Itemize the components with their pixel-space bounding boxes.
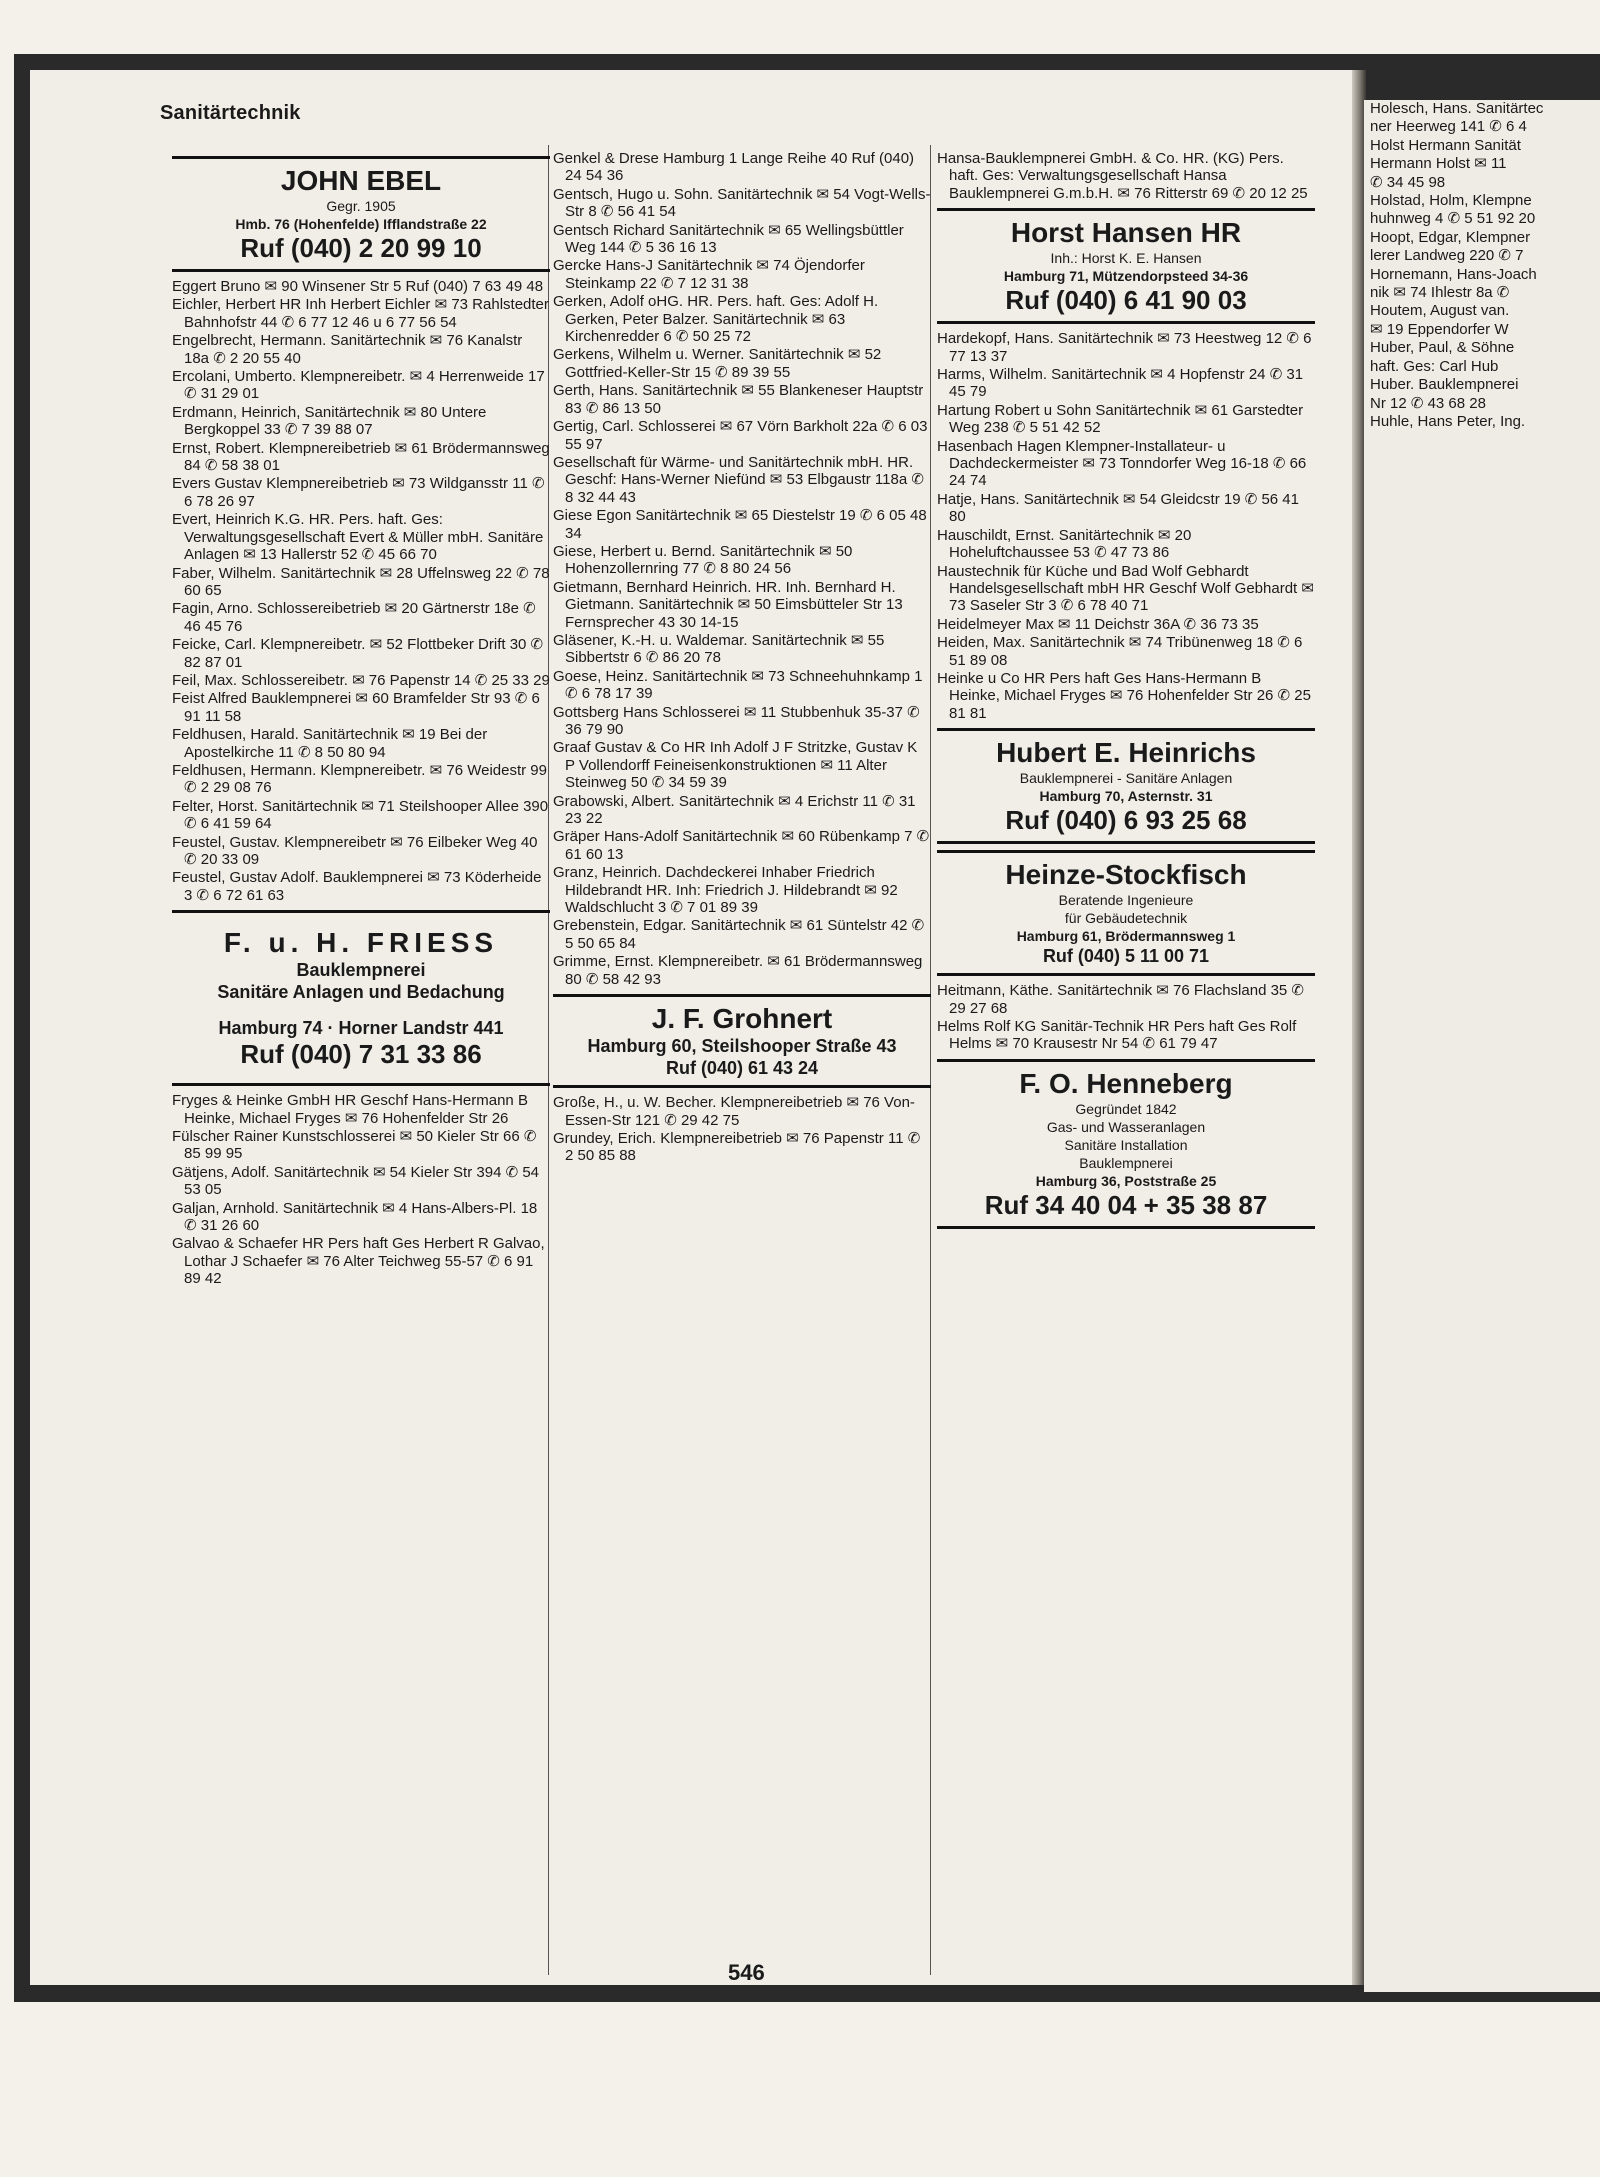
listing-entry: Heinke u Co HR Pers haft Ges Hans-Hermann B Heinke, Michael Fryges ✉ 76 Hohenfelder Str 26 ✆ 25 81 81 [937, 669, 1311, 722]
ad-phone: Ruf (040) 6 93 25 68 [1005, 805, 1247, 836]
listing-entry: Hartung Robert u Sohn Sanitärtechnik ✉ 61 Garstedter Weg 238 ✆ 5 51 42 52 [937, 401, 1304, 437]
cut-off-line: ner Heerweg 141 ✆ 6 4 [1370, 118, 1527, 136]
listing-entry: Fryges & Heinke GmbH HR Geschf Hans-Hermann B Heinke, Michael Fryges ✉ 76 Hohenfelder Str 26 [172, 1092, 528, 1127]
entry-list [172, 278, 550, 904]
cut-off-line: nik ✉ 74 Ihlestr 8a ✆ [1370, 284, 1510, 302]
listing-entry: Evert, Heinrich K.G. HR. Pers. haft. Ges: Verwaltungsgesellschaft Evert & Müller mbH. Sanitäre Anlagen ✉ 13 Hallerstr 52 ✆ 45 66 70 [172, 511, 544, 564]
listing-entry: Goese, Heinz. Sanitärtechnik ✉ 73 Schneehuhnkamp 1 ✆ 6 78 17 39 [553, 667, 923, 703]
entry-list [937, 150, 1315, 202]
listing-entry: Ercolani, Umberto. Klempnereibetr. ✉ 4 Herrenweide 17 ✆ 31 29 01 [172, 368, 545, 403]
listing-entry: Harms, Wilhelm. Sanitärtechnik ✉ 4 Hopfenstr 24 ✆ 31 45 79 [937, 366, 1304, 401]
cut-off-line: Nr 12 ✆ 43 68 28 [1370, 394, 1486, 412]
listing-entry: Hansa-Bauklempnerei GmbH. & Co. HR. (KG) Pers. haft. Ges: Verwaltungsgesellschaft Hansa Bauklempnerei G.m.b.H. ✉ 76 Ritterstr 69 ✆ 20 12 25 [937, 150, 1308, 202]
listing-entry: Ernst, Robert. Klempnereibetrieb ✉ 61 Brödermannsweg 84 ✆ 58 38 01 [172, 439, 550, 475]
cut-off-line: Holesch, Hans. Sanitärtec [1370, 100, 1544, 117]
listing-entry: Faber, Wilhelm. Sanitärtechnik ✉ 28 Uffelnsweg 22 ✆ 78 60 65 [172, 564, 550, 599]
listing-entry: Feldhusen, Hermann. Klempnereibetr. ✉ 76 Weidestr 99 ✆ 2 29 08 76 [172, 761, 547, 797]
listing-entry: Hauschildt, Ernst. Sanitärtechnik ✉ 20 Hoheluftchaussee 53 ✆ 47 73 86 [937, 526, 1192, 562]
ad-john-ebel [172, 156, 550, 272]
ad-friess [172, 910, 550, 1086]
ad-line: Bauklempnerei [296, 960, 426, 981]
cut-off-line: huhnweg 4 ✆ 5 51 92 20 [1370, 210, 1536, 228]
ad-grohnert [553, 994, 931, 1088]
ad-line: Bauklempnerei [1079, 1154, 1173, 1171]
ad-heinze-stockfisch [937, 850, 1315, 976]
listing-entry: Gentsch, Hugo u. Sohn. Sanitärtechnik ✉ 54 Vogt-Wells-Str 8 ✆ 56 41 54 [553, 185, 931, 221]
ad-name: F. u. H. FRIESS [223, 927, 499, 959]
ad-phone: Ruf (040) 7 31 33 86 [240, 1039, 482, 1070]
cut-off-line: ✆ 34 45 98 [1370, 173, 1446, 191]
listing-entry: Graaf Gustav & Co HR Inh Adolf J F Stritzke, Gustav K P Vollendorff Feineisenkonstruktionen ✉ 11 Alter Steinweg 50 ✆ 34 59 39 [553, 739, 918, 792]
listing-entry: Granz, Heinrich. Dachdeckerei Inhaber Friedrich Hildebrandt HR. Inh: Friedrich J. Hildebrandt ✉ 92 Waldschlucht 3 ✆ 7 01 89 39 [553, 864, 898, 917]
ad-phone: Ruf (040) 6 41 90 03 [1005, 285, 1247, 316]
cut-off-line: Huhle, Hans Peter, Ing. [1370, 412, 1526, 430]
listing-entry: Große, H., u. W. Becher. Klempnereibetrieb ✉ 76 Von-Essen-Str 121 ✆ 29 42 75 [553, 1094, 915, 1129]
running-head: Sanitärtechnik [160, 102, 301, 124]
listing-entry: Galjan, Arnhold. Sanitärtechnik ✉ 4 Hans-Albers-Pl. 18 ✆ 31 26 60 [172, 1199, 538, 1235]
ad-line: Beratende Ingenieure [1058, 892, 1194, 909]
ad-name: JOHN EBEL [280, 165, 442, 196]
column-2 [553, 150, 931, 1990]
entry-list [553, 150, 931, 988]
listing-entry: Grundey, Erich. Klempnereibetrieb ✉ 76 Papenstr 11 ✆ 2 50 85 88 [553, 1129, 921, 1165]
ad-address: Hamburg 36, Poststraße 25 [1035, 1172, 1217, 1189]
cut-off-line: Hoopt, Edgar, Klempner [1370, 228, 1531, 246]
listing-entry: Feustel, Gustav. Klempnereibetr ✉ 76 Eilbeker Weg 40 ✆ 20 33 09 [172, 833, 538, 868]
listing-entry: Gesellschaft für Wärme- und Sanitärtechnik mbH. HR. Geschf: Hans-Werner Niefünd ✉ 53 Elbgaustr 118a ✆ 8 32 44 43 [553, 453, 924, 506]
ad-founded: Gegründet 1842 [1075, 1100, 1177, 1117]
listing-entry: Felter, Horst. Sanitärtechnik ✉ 71 Steilshooper Allee 390 ✆ 6 41 59 64 [172, 797, 549, 833]
ad-phone: Ruf (040) 2 20 99 10 [240, 233, 482, 263]
listing-entry: Haustechnik für Küche und Bad Wolf Gebhardt Handelsgesellschaft mbH HR Geschf Wolf Gebhardt ✉ 73 Saseler Str 3 ✆ 6 78 40 71 [937, 562, 1314, 615]
listing-entry: Gerkens, Wilhelm u. Werner. Sanitärtechnik ✉ 52 Gottfried-Keller-Str 15 ✆ 89 39 55 [553, 346, 882, 381]
ad-address: Hamburg 71, Mützendorpsteed 34-36 [1003, 268, 1249, 285]
cut-off-line: Holstad, Holm, Klempne [1370, 192, 1532, 210]
ad-address: Hamburg 60, Steilshooper Straße 43 [587, 1036, 897, 1057]
cut-off-line: Huber, Paul, & Söhne [1370, 339, 1515, 357]
listing-entry: Gentsch Richard Sanitärtechnik ✉ 65 Wellingsbüttler Weg 144 ✆ 5 36 16 13 [553, 221, 904, 257]
ad-horst-hansen [937, 208, 1315, 324]
ad-phone: Ruf (040) 61 43 24 [665, 1058, 819, 1079]
listing-entry: Erdmann, Heinrich, Sanitärtechnik ✉ 80 Untere Bergkoppel 33 ✆ 7 39 88 07 [172, 403, 487, 439]
page-number: 546 [728, 1960, 765, 1985]
ad-address: Hmb. 76 (Hohenfelde) Ifflandstraße 22 [235, 216, 487, 232]
listing-entry: Feist Alfred Bauklempnerei ✉ 60 Bramfelder Str 93 ✆ 6 91 11 58 [172, 690, 540, 725]
listing-entry: Gerth, Hans. Sanitärtechnik ✉ 55 Blankeneser Hauptstr 83 ✆ 86 13 50 [553, 382, 924, 417]
entry-list [937, 982, 1315, 1053]
cut-off-line: Holst Hermann Sanität [1370, 136, 1521, 154]
listing-entry: Gertig, Carl. Schlosserei ✉ 67 Vörn Barkholt 22a ✆ 6 03 55 97 [553, 418, 928, 453]
ad-line: Sanitäre Installation [1064, 1136, 1188, 1153]
ad-name: Horst Hansen HR [1010, 217, 1242, 249]
listing-entry: Genkel & Drese Hamburg 1 Lange Reihe 40 Ruf (040) 24 54 36 [553, 150, 915, 185]
listing-entry: Fülscher Rainer Kunstschlosserei ✉ 50 Kieler Str 66 ✆ 85 99 95 [172, 1128, 537, 1163]
ad-owner: Inh.: Horst K. E. Hansen [1050, 250, 1202, 267]
listing-entry: Heitmann, Käthe. Sanitärtechnik ✉ 76 Flachsland 35 ✆ 29 27 68 [937, 982, 1305, 1017]
listing-entry: Feustel, Gustav Adolf. Bauklempnerei ✉ 73 Köderheide 3 ✆ 6 72 61 63 [172, 869, 542, 904]
cut-off-line: Huber. Bauklempnerei [1370, 376, 1519, 394]
ad-phone: Ruf (040) 5 11 00 71 [1042, 946, 1210, 967]
listing-entry: Grabowski, Albert. Sanitärtechnik ✉ 4 Erichstr 11 ✆ 31 23 22 [553, 792, 916, 828]
listing-entry: Gerken, Adolf oHG. HR. Pers. haft. Ges: Adolf H. Gerken, Peter Balzer. Sanitärtechnik ✉ 63 Kirchenredder 6 ✆ 50 25 72 [553, 293, 879, 346]
listing-entry: Heidelmeyer Max ✉ 11 Deichstr 36A ✆ 36 73 35 [937, 615, 1259, 633]
listing-entry: Gietmann, Bernhard Heinrich. HR. Inh. Bernhard H. Gietmann. Sanitärtechnik ✉ 50 Eimsbütteler Str 13 Fernsprecher 43 30 14-15 [553, 578, 903, 631]
ad-founded: Gegr. 1905 [326, 198, 396, 214]
listing-entry: Helms Rolf KG Sanitär-Technik HR Pers haft Ges Rolf Helms ✉ 70 Krausestr Nr 54 ✆ 61 79 47 [937, 1017, 1297, 1053]
listing-entry: Hatje, Hans. Sanitärtechnik ✉ 54 Gleidcstr 19 ✆ 56 41 80 [937, 490, 1299, 526]
ad-line: Sanitäre Anlagen und Bedachung [217, 982, 505, 1003]
column-3 [937, 150, 1315, 1990]
ad-line: für Gebäudetechnik [1064, 910, 1188, 927]
cut-off-line: Houtem, August van. [1370, 302, 1510, 320]
ad-heinrichs [937, 728, 1315, 844]
listing-entry: Evers Gustav Klempnereibetrieb ✉ 73 Wildgansstr 11 ✆ 6 78 26 97 [172, 475, 545, 510]
entry-list [172, 1092, 550, 1287]
listing-entry: Heiden, Max. Sanitärtechnik ✉ 74 Tribünenweg 18 ✆ 6 51 89 08 [937, 634, 1303, 669]
listing-entry: Gläsener, K.-H. u. Waldemar. Sanitärtechnik ✉ 55 Sibbertstr 6 ✆ 86 20 78 [553, 631, 885, 667]
listing-entry: Galvao & Schaefer HR Pers haft Ges Herbert R Galvao, Lothar J Schaefer ✉ 76 Alter Teichweg 55-57 ✆ 6 91 89 42 [172, 1235, 545, 1288]
cut-off-line: Hornemann, Hans-Joach [1370, 265, 1537, 283]
listing-entry: Fagin, Arno. Schlossereibetrieb ✉ 20 Gärtnerstr 18e ✆ 46 45 76 [172, 600, 536, 635]
listing-entry: Grebenstein, Edgar. Sanitärtechnik ✉ 61 Süntelstr 42 ✆ 5 50 65 84 [553, 917, 925, 952]
ad-name: Hubert E. Heinrichs [996, 737, 1256, 769]
listing-entry: Hasenbach Hagen Klempner-Installateur- u Dachdeckermeister ✉ 73 Tonndorfer Weg 16-18 ✆ 66 24 74 [937, 437, 1307, 490]
listing-entry: Feil, Max. Schlossereibetr. ✉ 76 Papenstr 14 ✆ 25 33 29 [172, 671, 550, 689]
entry-list [937, 330, 1315, 722]
cut-off-column [1370, 100, 1600, 431]
listing-entry: Feldhusen, Harald. Sanitärtechnik ✉ 19 Bei der Apostelkirche 11 ✆ 8 50 80 94 [172, 726, 488, 761]
listing-entry: Engelbrecht, Hermann. Sanitärtechnik ✉ 76 Kanalstr 18a ✆ 2 20 55 40 [172, 332, 523, 367]
listing-entry: Grimme, Ernst. Klempnereibetr. ✉ 61 Brödermannsweg 80 ✆ 58 42 93 [553, 953, 923, 988]
ad-address: Hamburg 70, Asternstr. 31 [1039, 788, 1213, 805]
cut-off-line: lerer Landweg 220 ✆ 7 [1370, 247, 1524, 265]
ad-phone: Ruf 34 40 04 + 35 38 87 [984, 1189, 1268, 1220]
listing-entry: Giese Egon Sanitärtechnik ✉ 65 Diestelstr 19 ✆ 6 05 48 34 [553, 507, 927, 542]
column-1 [172, 150, 550, 1990]
listing-entry: Giese, Herbert u. Bernd. Sanitärtechnik ✉ 50 Hohenzollernring 77 ✆ 8 80 24 56 [553, 542, 853, 578]
ad-name: J. F. Grohnert [651, 1003, 833, 1035]
ad-line: Bauklempnerei - Sanitäre Anlagen [1019, 770, 1233, 787]
right-page-edge [1364, 100, 1600, 1992]
listing-entry: Gätjens, Adolf. Sanitärtechnik ✉ 54 Kieler Str 394 ✆ 54 53 05 [172, 1163, 540, 1199]
ad-address: Hamburg 61, Brödermannsweg 1 [1016, 928, 1236, 945]
entry-list [553, 1094, 931, 1165]
listing-entry: Hardekopf, Hans. Sanitärtechnik ✉ 73 Heestweg 12 ✆ 6 77 13 37 [937, 330, 1312, 365]
cut-off-line: Hermann Holst ✉ 11 [1370, 155, 1507, 173]
cut-off-line: ✉ 19 Eppendorfer W [1370, 320, 1509, 338]
ad-address: Hamburg 74 · Horner Landstr 441 [218, 1018, 504, 1039]
cut-off-line: haft. Ges: Carl Hub [1370, 357, 1499, 375]
listing-entry: Gräper Hans-Adolf Sanitärtechnik ✉ 60 Rübenkamp 7 ✆ 61 60 13 [553, 828, 930, 863]
ad-name: F. O. Henneberg [1019, 1067, 1233, 1099]
listing-entry: Gercke Hans-J Sanitärtechnik ✉ 74 Öjendorfer Steinkamp 22 ✆ 7 12 31 38 [553, 257, 865, 292]
listing-entry: Eggert Bruno ✉ 90 Winsener Str 5 Ruf (040) 7 63 49 48 [172, 278, 544, 295]
listing-entry: Gottsberg Hans Schlosserei ✉ 11 Stubbenhuk 35-37 ✆ 36 79 90 [553, 703, 920, 738]
ad-name: Heinze-Stockfisch [1005, 859, 1247, 891]
ad-line: Gas- und Wasseranlagen [1046, 1118, 1206, 1135]
listing-entry: Eichler, Herbert HR Inh Herbert Eichler ✉ 73 Rahlstedter Bahnhofstr 44 ✆ 6 77 12 46 u 6 77 56 54 [172, 296, 549, 331]
ad-henneberg [937, 1059, 1315, 1229]
listing-entry: Feicke, Carl. Klempnereibetr. ✉ 52 Flottbeker Drift 30 ✆ 82 87 01 [172, 636, 544, 671]
